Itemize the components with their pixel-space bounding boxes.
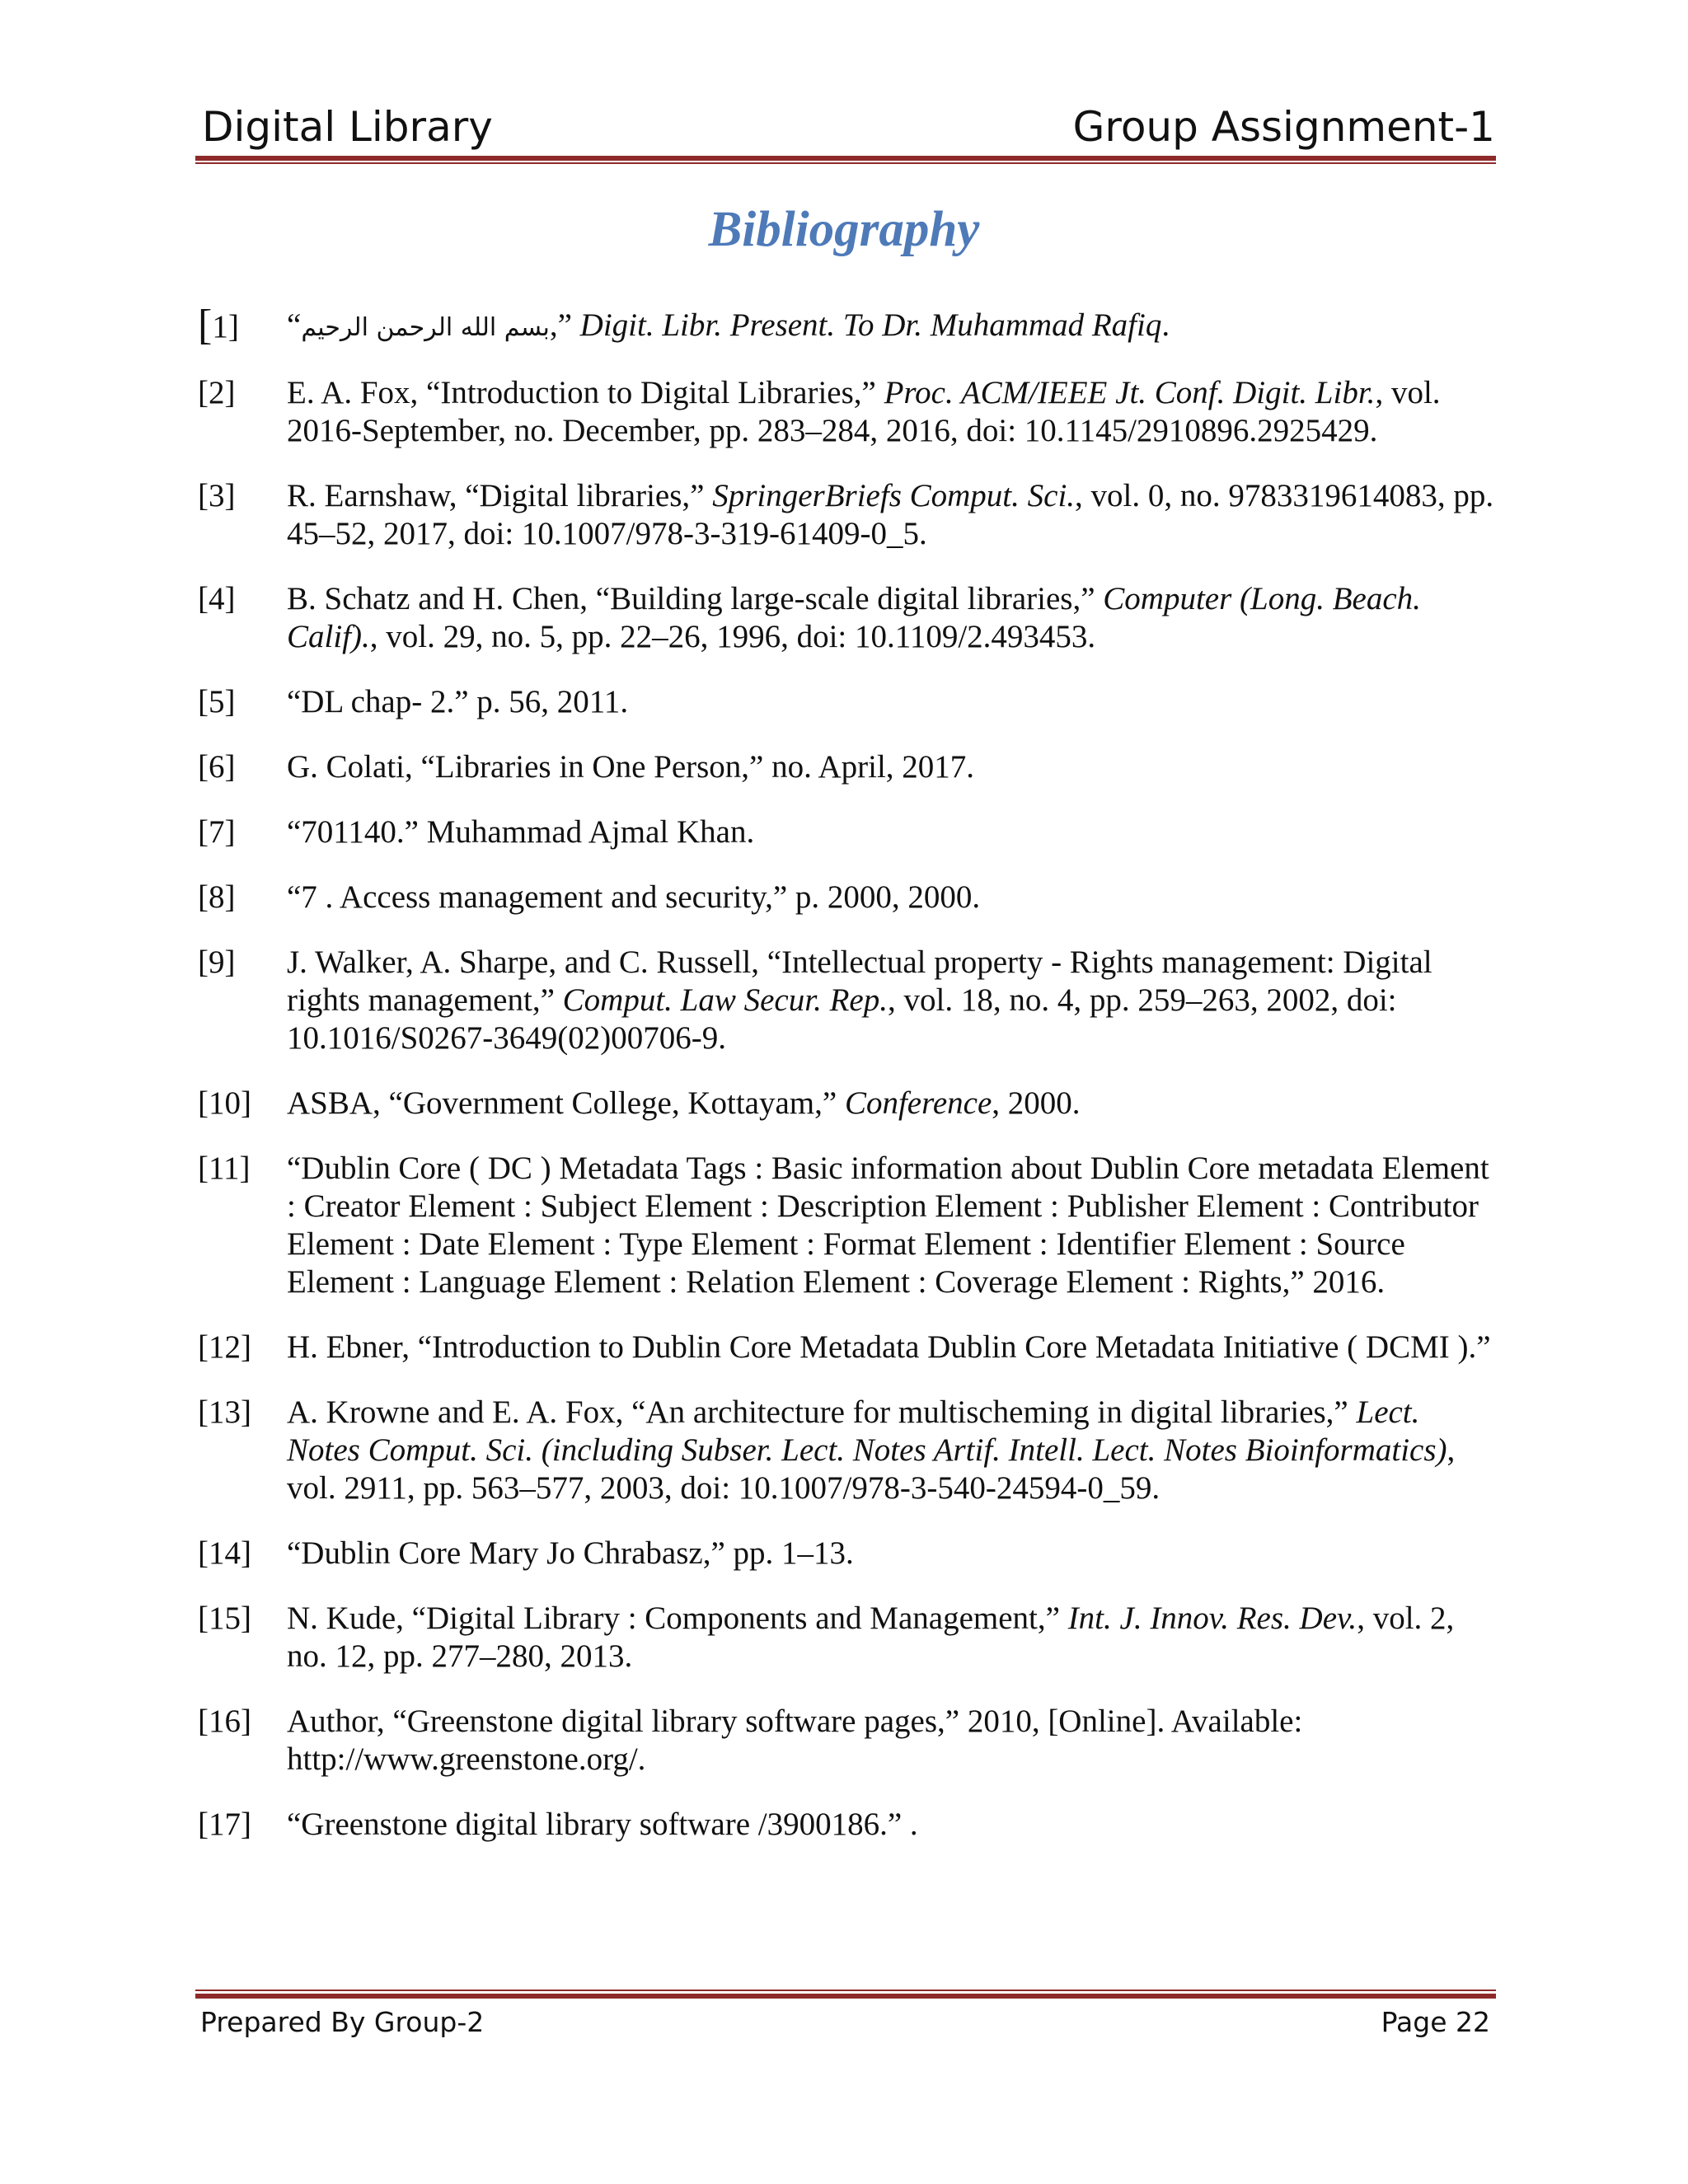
- reference-text: J. Walker, A. Sharpe, and C. Russell, “Intellectual property - Rights management: Digital rights management,” Comput. Law Secur. Rep., vol. 18, no. 4, pp. 259–263, 2002, doi: 10.1016/S0267-3649(02)00706-9.: [287, 944, 1432, 1056]
- reference-number: [2]: [198, 375, 236, 410]
- reference-item: [198, 879, 1500, 916]
- reference-item: [198, 1394, 1500, 1507]
- header-title: Digital Library: [202, 103, 493, 151]
- reference-number: [1]: [198, 302, 239, 349]
- reference-number: [11]: [198, 1151, 251, 1186]
- reference-text: N. Kude, “Digital Library : Components and Management,” Int. J. Innov. Res. Dev., vol. 2, no. 12, pp. 277–280, 2013.: [287, 1601, 1455, 1674]
- page-title: Bibliography: [708, 202, 980, 257]
- reference-text: “بسم الله الرحمن الرحيم,” Digit. Libr. Present. To Dr. Muhammad Rafiq.: [287, 307, 1500, 347]
- reference-number: [14]: [198, 1535, 251, 1571]
- reference-item: [198, 1703, 1500, 1779]
- reference-number: [15]: [198, 1601, 251, 1636]
- reference-item: [198, 748, 1500, 786]
- reference-item: [198, 1535, 1500, 1572]
- reference-text: A. Krowne and E. A. Fox, “An architecture for multischeming in digital libraries,” Lect. Notes Comput. Sci. (including Subser. Lect. Notes Artif. Intell. Lect. Notes Bioinformatics), vol. 2911, pp. 563–577, 2003, doi: 10.1007/978-3-540-24594-0_59.: [287, 1394, 1456, 1506]
- reference-item: [198, 813, 1500, 851]
- reference-number: [3]: [198, 478, 236, 513]
- reference-number: [12]: [198, 1329, 251, 1365]
- reference-number: [4]: [198, 581, 236, 616]
- reference-text: ASBA, “Government College, Kottayam,” Conference, 2000.: [287, 1085, 1081, 1121]
- page-number: Page 22: [1381, 2006, 1490, 2038]
- reference-item: [198, 477, 1500, 553]
- reference-text: “Dublin Core ( DC ) Metadata Tags : Basic information about Dublin Core metadata Element : Creator Element : Subject Element : Description Element : Publisher Element : Contributor Element : Date Element : Type Element : Format Element : Identifier Element : Source Element : Language Element : Relation Element : Coverage Element : Rights,” 2016.: [287, 1151, 1489, 1300]
- reference-number: [9]: [198, 944, 236, 980]
- footer-rule-thin: [195, 1990, 1496, 1991]
- reference-text: G. Colati, “Libraries in One Person,” no. April, 2017.: [287, 749, 975, 785]
- reference-number: [10]: [198, 1085, 251, 1121]
- reference-number: [5]: [198, 684, 236, 719]
- reference-text: “Dublin Core Mary Jo Chrabasz,” pp. 1–13.: [287, 1535, 854, 1571]
- reference-item: [198, 683, 1500, 721]
- footer-prepared-by: Prepared By Group-2: [200, 2006, 485, 2038]
- reference-item: [198, 302, 1500, 349]
- reference-text: Author, “Greenstone digital library software pages,” 2010, [Online]. Available: http://www.greenstone.org/.: [287, 1704, 1303, 1777]
- reference-text: R. Earnshaw, “Digital libraries,” SpringerBriefs Comput. Sci., vol. 0, no. 9783319614083, pp. 45–52, 2017, doi: 10.1007/978-3-319-61409-0_5.: [287, 478, 1494, 551]
- header-assignment: Group Assignment-1: [1072, 103, 1495, 151]
- arabic-phrase: بسم الله الرحمن الرحيم: [301, 313, 550, 342]
- reference-text: E. A. Fox, “Introduction to Digital Libraries,” Proc. ACM/IEEE Jt. Conf. Digit. Libr., vol. 2016-September, no. December, pp. 283–284, 2016, doi: 10.1145/2910896.2925429.: [287, 375, 1441, 448]
- reference-item: [198, 580, 1500, 656]
- reference-number: [8]: [198, 879, 236, 915]
- header-rule-thick: [195, 156, 1496, 161]
- reference-item: [198, 1085, 1500, 1122]
- reference-number: [17]: [198, 1807, 251, 1842]
- reference-item: [198, 1806, 1500, 1844]
- reference-text: B. Schatz and H. Chen, “Building large-scale digital libraries,” Computer (Long. Beach. Calif)., vol. 29, no. 5, pp. 22–26, 1996, doi: 10.1109/2.493453.: [287, 581, 1421, 654]
- reference-number: [6]: [198, 749, 236, 785]
- reference-text: “DL chap- 2.” p. 56, 2011.: [287, 684, 629, 719]
- reference-item: [198, 944, 1500, 1057]
- reference-text: “Greenstone digital library software /3900186.” .: [287, 1807, 918, 1842]
- reference-item: [198, 1600, 1500, 1675]
- reference-number: [7]: [198, 814, 236, 850]
- reference-item: [198, 1329, 1500, 1366]
- page-header: [200, 101, 1497, 153]
- reference-text: H. Ebner, “Introduction to Dublin Core Metadata Dublin Core Metadata Initiative ( DCMI ).”: [287, 1329, 1491, 1365]
- reference-text: “701140.” Muhammad Ajmal Khan.: [287, 814, 755, 850]
- reference-text: “7 . Access management and security,” p. 2000, 2000.: [287, 879, 981, 915]
- page-footer: [200, 2002, 1497, 2043]
- reference-number: [16]: [198, 1704, 251, 1739]
- header-rule-thin: [195, 162, 1496, 164]
- bibliography-list: [198, 302, 1500, 1871]
- reference-item: [198, 1150, 1500, 1301]
- reference-item: [198, 374, 1500, 450]
- reference-number: [13]: [198, 1394, 251, 1430]
- footer-rule-thick: [195, 1994, 1496, 1999]
